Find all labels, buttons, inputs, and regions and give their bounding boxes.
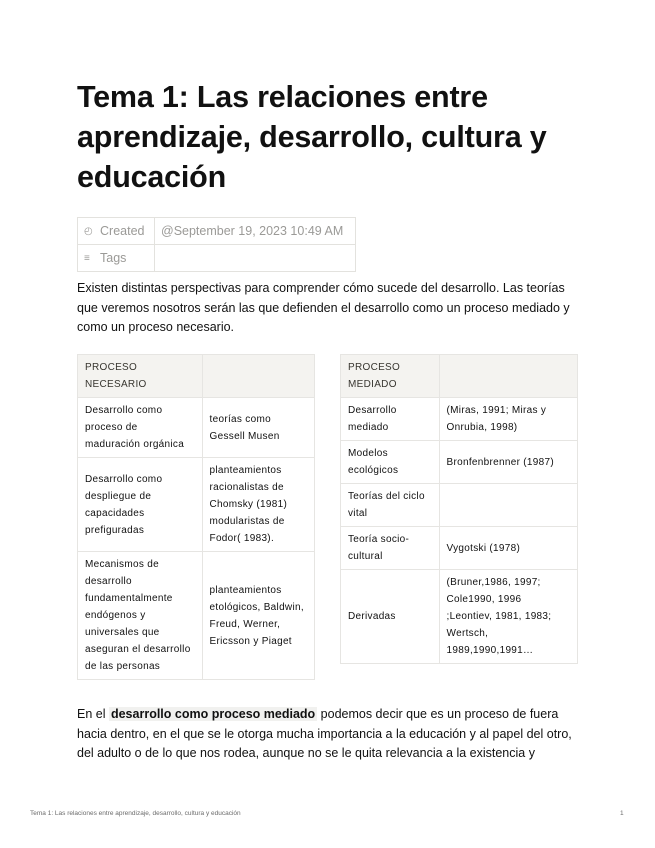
list-icon: ≡ — [84, 253, 90, 264]
property-name-cell — [78, 245, 155, 272]
table-row — [341, 570, 578, 664]
table-cell: Desarrollo como proceso de maduración orgánica — [78, 398, 203, 458]
property-name: Tags — [100, 251, 127, 265]
table-row — [341, 484, 578, 527]
table-cell: teorías como Gessell Musen — [202, 398, 314, 458]
table-row — [78, 552, 315, 680]
table-proceso-necesario — [77, 354, 315, 680]
table-header-row — [341, 355, 578, 398]
table-cell: Bronfenbrenner (1987) — [439, 441, 577, 484]
highlighted-term: desarrollo como proceso mediado — [110, 707, 316, 721]
paragraph-text: podemos decir que es un proceso de fuera hacia dentro, en el que se le otorga mucha importancia a la educación y al papel del otro, del adulto o de lo que nos rodea, aunque no se le quita relevancia a la existencia y — [77, 707, 572, 760]
properties-table — [77, 217, 356, 272]
table-header-row — [78, 355, 315, 398]
table-row — [341, 527, 578, 570]
intro-paragraph: Existen distintas perspectivas para comprender cómo sucede del desarrollo. Las teorías que veremos nosotros serán las que defienden el desarrollo como un proceso mediado y como un proceso necesario. — [77, 281, 570, 334]
footer-title: Tema 1: Las relaciones entre aprendizaje, desarrollo, cultura y educación — [30, 810, 241, 817]
table-row — [341, 441, 578, 484]
table-header-cell: PROCESO NECESARIO — [78, 355, 203, 398]
table-header-cell — [439, 355, 577, 398]
page-title: Tema 1: Las relaciones entre aprendizaje, desarrollo, cultura y educación — [77, 80, 547, 194]
table-cell: planteamientos racionalistas de Chomsky (1981) modularistas de Fodor( 1983). — [202, 458, 314, 552]
paragraph-text: En el — [77, 707, 109, 721]
table-cell: Desarrollo mediado — [341, 398, 440, 441]
clock-icon: ◴ — [84, 226, 93, 237]
property-row-created — [78, 218, 356, 245]
table-row — [78, 458, 315, 552]
table-cell: (Miras, 1991; Miras y Onrubia, 1998) — [439, 398, 577, 441]
table-cell: Teorías del ciclo vital — [341, 484, 440, 527]
table-row — [341, 398, 578, 441]
table-cell: Modelos ecológicos — [341, 441, 440, 484]
table-cell: Vygotski (1978) — [439, 527, 577, 570]
table-cell: Desarrollo como despliegue de capacidades prefiguradas — [78, 458, 203, 552]
table-row — [78, 398, 315, 458]
property-value-created[interactable]: @September 19, 2023 10:49 AM — [155, 218, 356, 245]
property-name: Created — [100, 224, 145, 238]
table-cell: Derivadas — [341, 570, 440, 664]
table-cell: (Bruner,1986, 1997; Cole1990, 1996 ;Leontiev, 1981, 1983; Wertsch, 1989,1990,1991… — [439, 570, 577, 664]
property-value-tags[interactable] — [155, 245, 356, 272]
table-header-cell: PROCESO MEDIADO — [341, 355, 440, 398]
table-cell: planteamientos etológicos, Baldwin, Freud, Werner, Ericsson y Piaget — [202, 552, 314, 680]
page-number: 1 — [620, 810, 624, 817]
mediated-process-paragraph — [77, 705, 582, 764]
table-cell: Teoría socio-cultural — [341, 527, 440, 570]
table-proceso-mediado — [340, 354, 578, 664]
table-cell: Mecanismos de desarrollo fundamentalmente endógenos y universales que aseguran el desarrollo de las personas — [78, 552, 203, 680]
property-row-tags — [78, 245, 356, 272]
table-cell — [439, 484, 577, 527]
property-name-cell — [78, 218, 155, 245]
table-header-cell — [202, 355, 314, 398]
